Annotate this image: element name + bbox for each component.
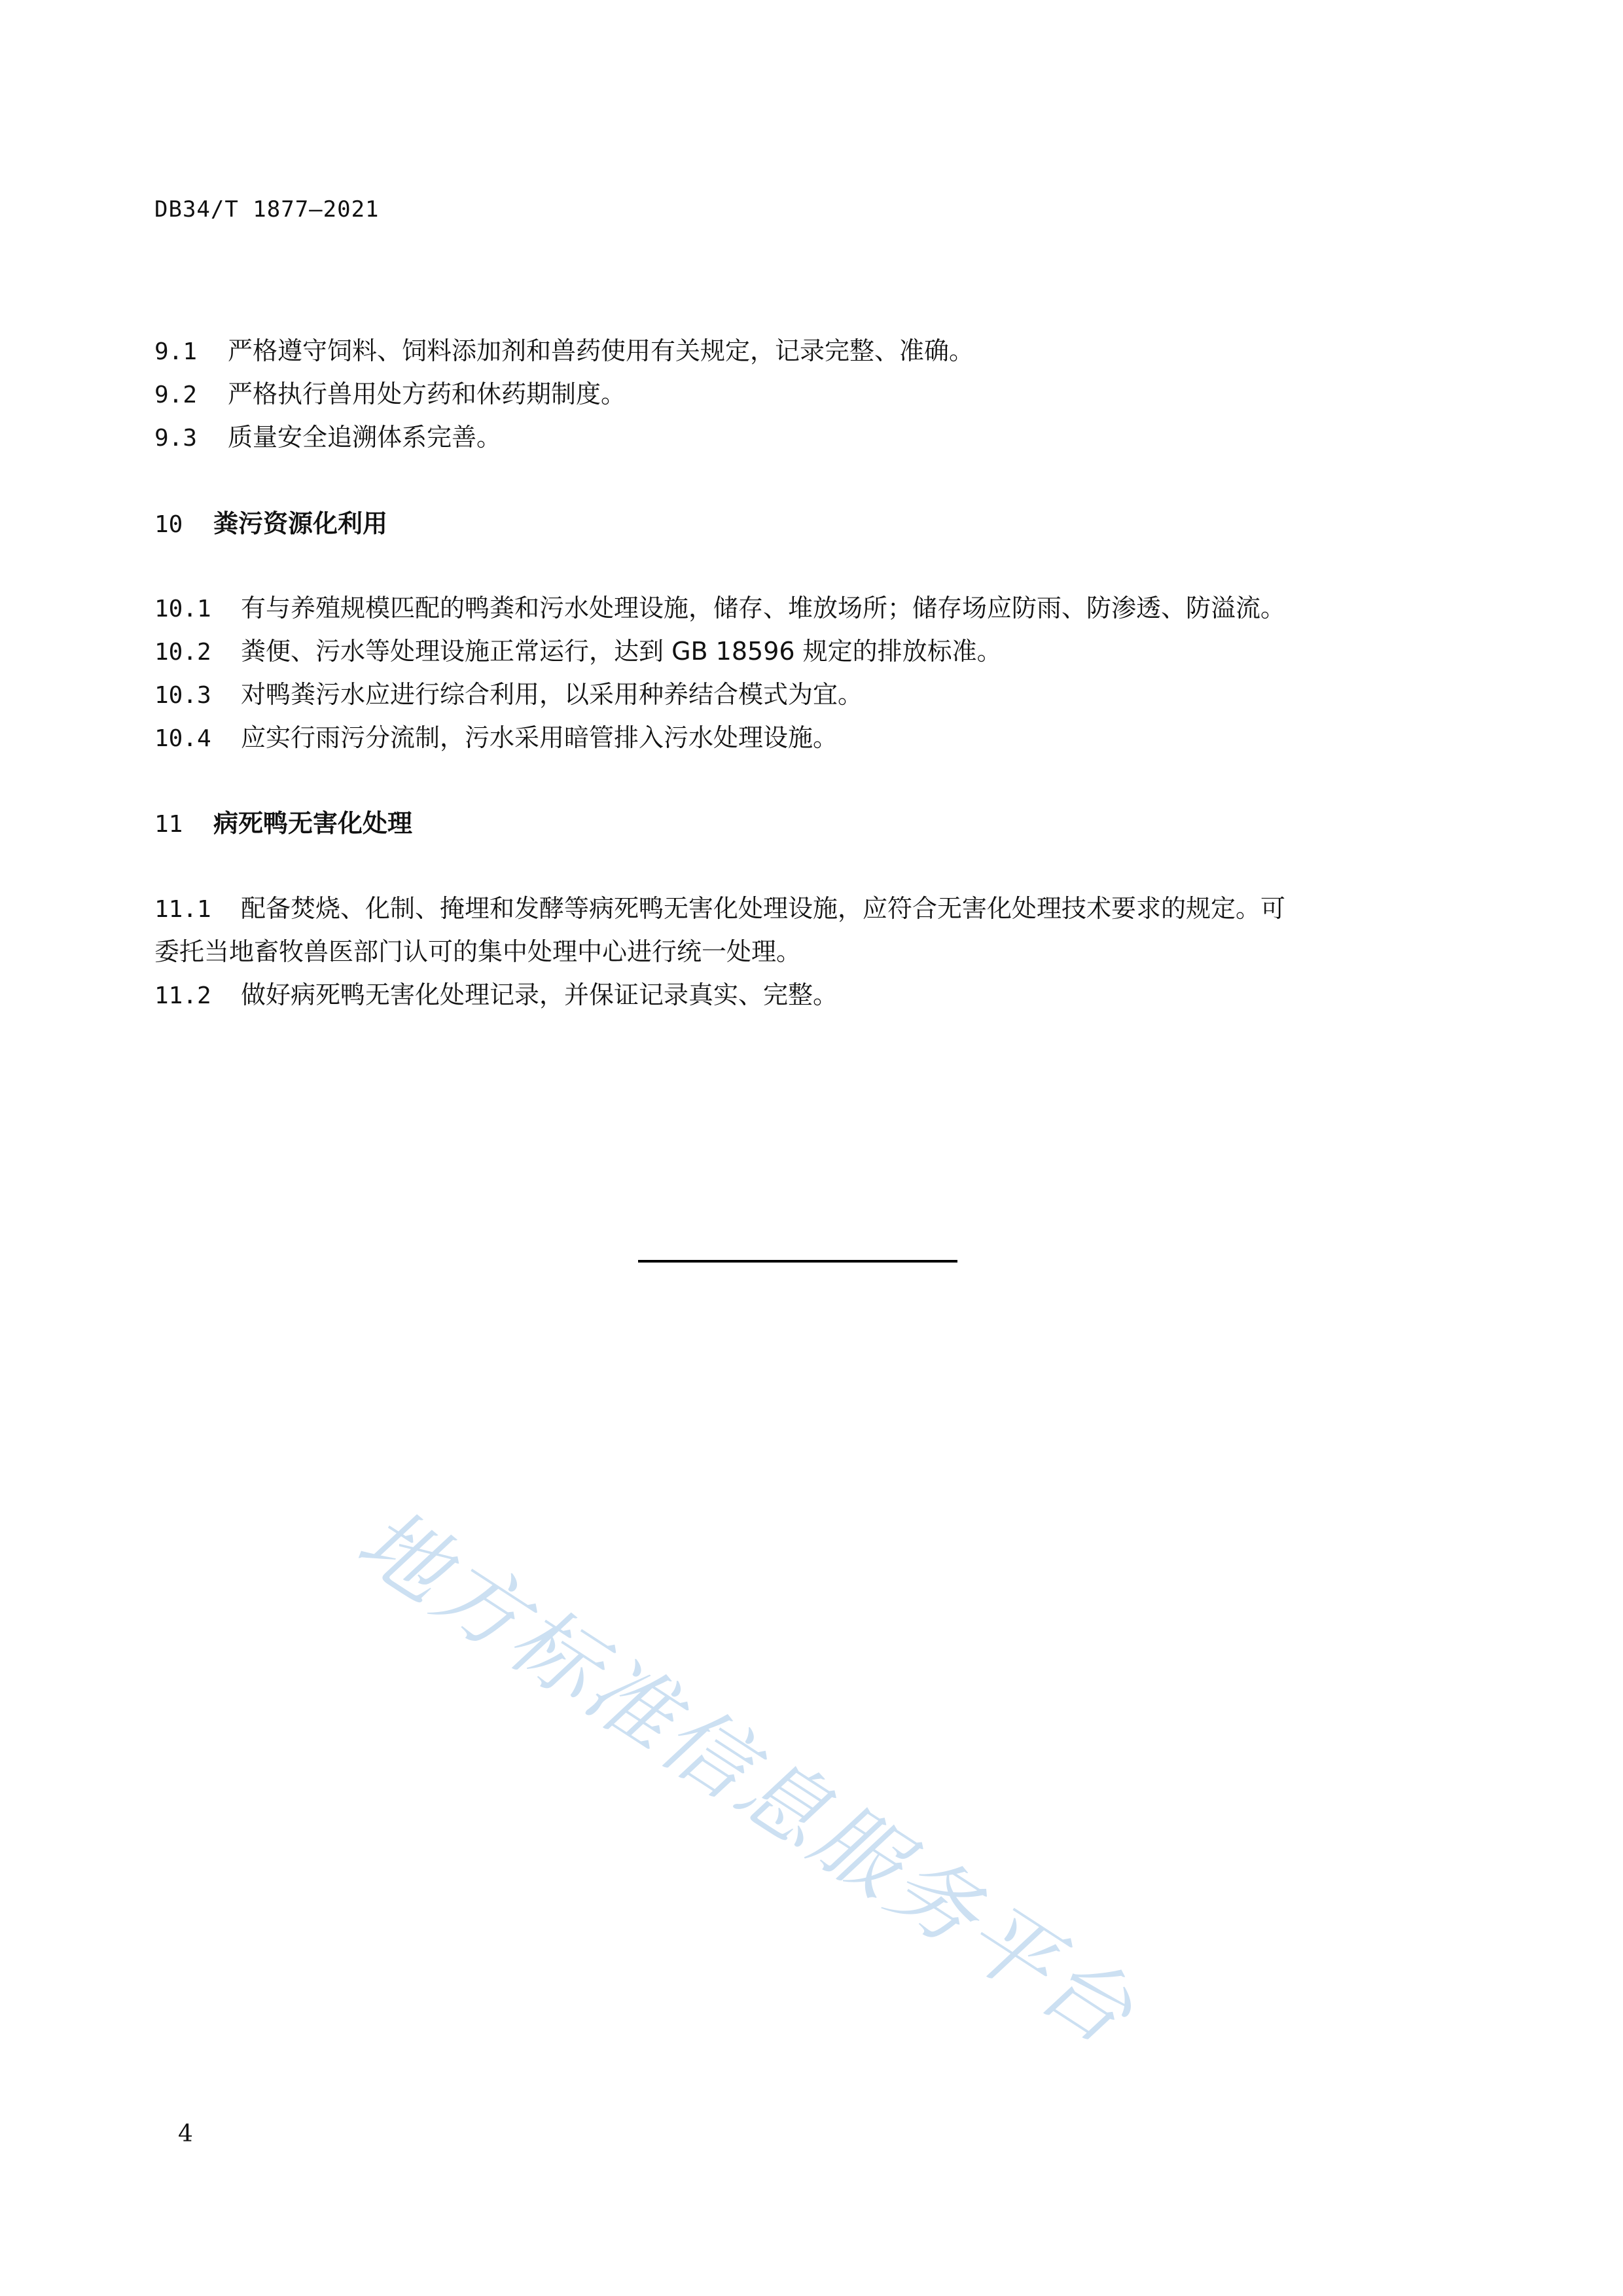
clause-10-2 [154, 636, 1002, 668]
clause-10-3 [154, 679, 863, 711]
clause-9-2 [154, 378, 626, 411]
clause-text: 粪便、污水等处理设施正常运行，达到 GB 18596 规定的排放标准。 [241, 637, 1002, 666]
clause-number: 10.1 [154, 596, 211, 622]
clause-text: 质量安全追溯体系完善。 [228, 423, 502, 452]
clause-text: 对鸭粪污水应进行综合利用，以采用种养结合模式为宜。 [241, 680, 863, 709]
section-10-heading [154, 508, 387, 541]
clause-text: 有与养殖规模匹配的鸭粪和污水处理设施，储存、堆放场所；储存场应防雨、防渗透、防溢流。 [241, 594, 1286, 622]
clause-number: 11.1 [154, 896, 211, 923]
clause-text: 严格执行兽用处方药和休药期制度。 [228, 380, 626, 408]
clause-10-1 [154, 592, 1285, 625]
clause-11-2 [154, 979, 838, 1012]
watermark: 地方标准信息服务平台 [340, 1489, 1153, 2066]
clause-11-1 [154, 893, 1285, 925]
section-number: 10 [154, 511, 183, 538]
clause-text: 严格遵守饲料、饲料添加剂和兽药使用有关规定，记录完整、准确。 [228, 336, 974, 365]
clause-number: 9.1 [154, 338, 198, 365]
clause-10-4 [154, 722, 838, 755]
standard-code: DB34/T 1877—2021 [154, 196, 380, 223]
clause-number: 9.2 [154, 382, 198, 408]
clause-number: 9.3 [154, 425, 198, 452]
clause-9-3 [154, 422, 501, 454]
end-rule [638, 1260, 957, 1263]
section-number: 11 [154, 811, 183, 838]
clause-number: 11.2 [154, 982, 211, 1009]
section-title: 病死鸭无害化处理 [213, 809, 413, 838]
clause-number: 10.2 [154, 639, 211, 666]
clause-number: 10.3 [154, 682, 211, 709]
clause-11-1-continuation [154, 936, 801, 967]
clause-text: 配备焚烧、化制、掩埋和发酵等病死鸭无害化处理设施，应符合无害化处理技术要求的规定。可 [241, 894, 1286, 923]
section-title: 粪污资源化利用 [213, 509, 388, 538]
clause-number: 10.4 [154, 725, 211, 752]
clause-9-1 [154, 335, 974, 368]
clause-text: 应实行雨污分流制，污水采用暗管排入污水处理设施。 [241, 723, 838, 752]
section-11-heading [154, 808, 412, 840]
clause-text: 委托当地畜牧兽医部门认可的集中处理中心进行统一处理。 [154, 937, 802, 966]
page-number: 4 [178, 2121, 193, 2147]
clause-text: 做好病死鸭无害化处理记录，并保证记录真实、完整。 [241, 980, 838, 1009]
